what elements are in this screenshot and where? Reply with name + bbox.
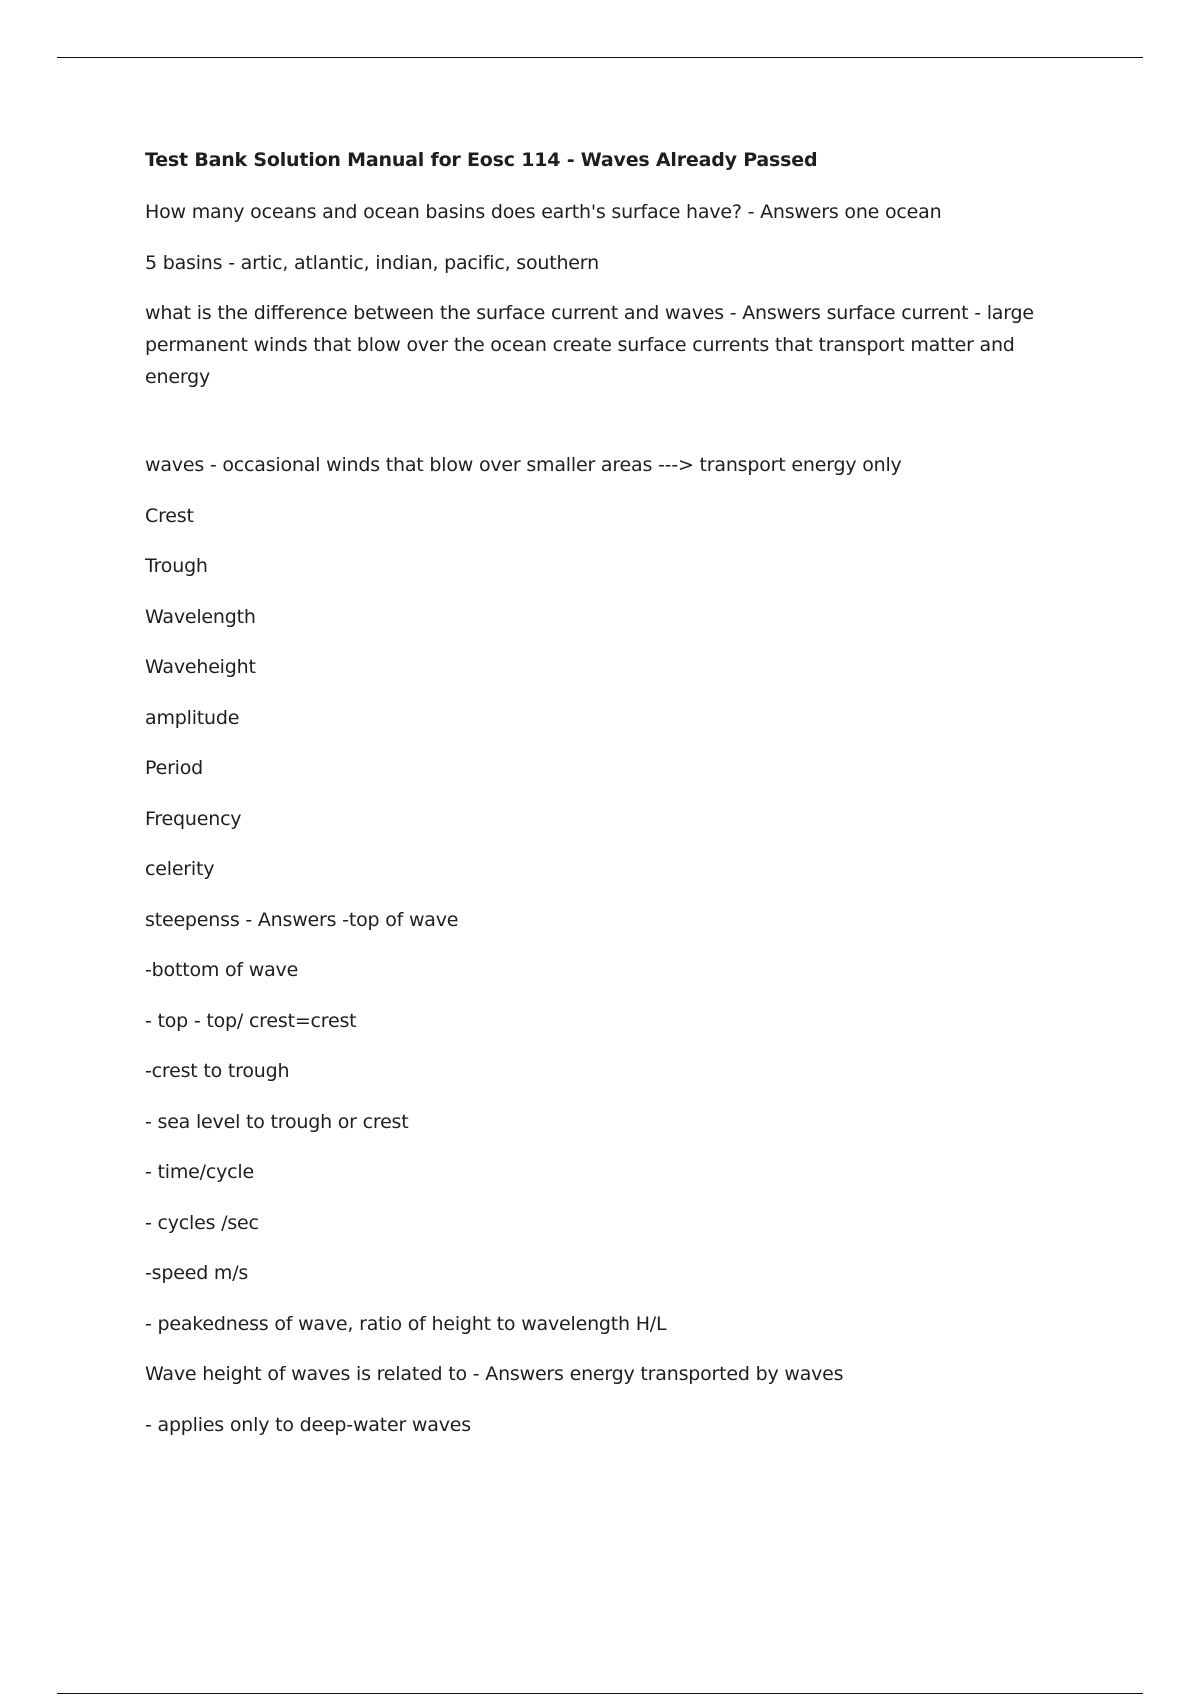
document-title: Test Bank Solution Manual for Eosc 114 - Waves Already Passed: [145, 149, 818, 171]
paragraph: what is the difference between the surface current and waves - Answers surface current - large permanent winds that blow over the ocean create surface currents that transport matter and energy: [145, 302, 1034, 388]
term-item: Trough: [145, 555, 208, 577]
term-item: Frequency: [145, 807, 242, 830]
header-rule: [57, 57, 1143, 58]
paragraph: waves - occasional winds that blow over smaller areas ---> transport energy only: [145, 454, 902, 476]
definition-item: - sea level to trough or crest: [145, 1110, 409, 1133]
paragraph: 5 basins - artic, atlantic, indian, pacific, southern: [145, 251, 599, 274]
definition-item: - cycles /sec: [145, 1211, 259, 1234]
paragraph: Wave height of waves is related to - Answers energy transported by waves: [145, 1363, 844, 1385]
term-item: Crest: [145, 504, 194, 527]
footer-rule: [57, 1693, 1143, 1694]
definition-item: -crest to trough: [145, 1060, 290, 1082]
definition-item: - peakedness of wave, ratio of height to wavelength H/L: [145, 1312, 667, 1335]
paragraph: steepenss - Answers -top of wave: [145, 908, 459, 931]
paragraph: - applies only to deep-water waves: [145, 1413, 471, 1436]
term-item: Waveheight: [145, 656, 256, 678]
paragraph: How many oceans and ocean basins does earth's surface have? - Answers one ocean: [145, 201, 942, 223]
term-item: Period: [145, 757, 204, 779]
definition-item: -speed m/s: [145, 1262, 249, 1284]
term-item: amplitude: [145, 706, 240, 729]
term-item: celerity: [145, 858, 215, 880]
definition-item: - top - top/ crest=crest: [145, 1009, 357, 1032]
definition-item: - time/cycle: [145, 1161, 254, 1183]
definition-item: -bottom of wave: [145, 959, 299, 981]
term-item: Wavelength: [145, 605, 256, 628]
document-body: [145, 144, 1065, 1459]
